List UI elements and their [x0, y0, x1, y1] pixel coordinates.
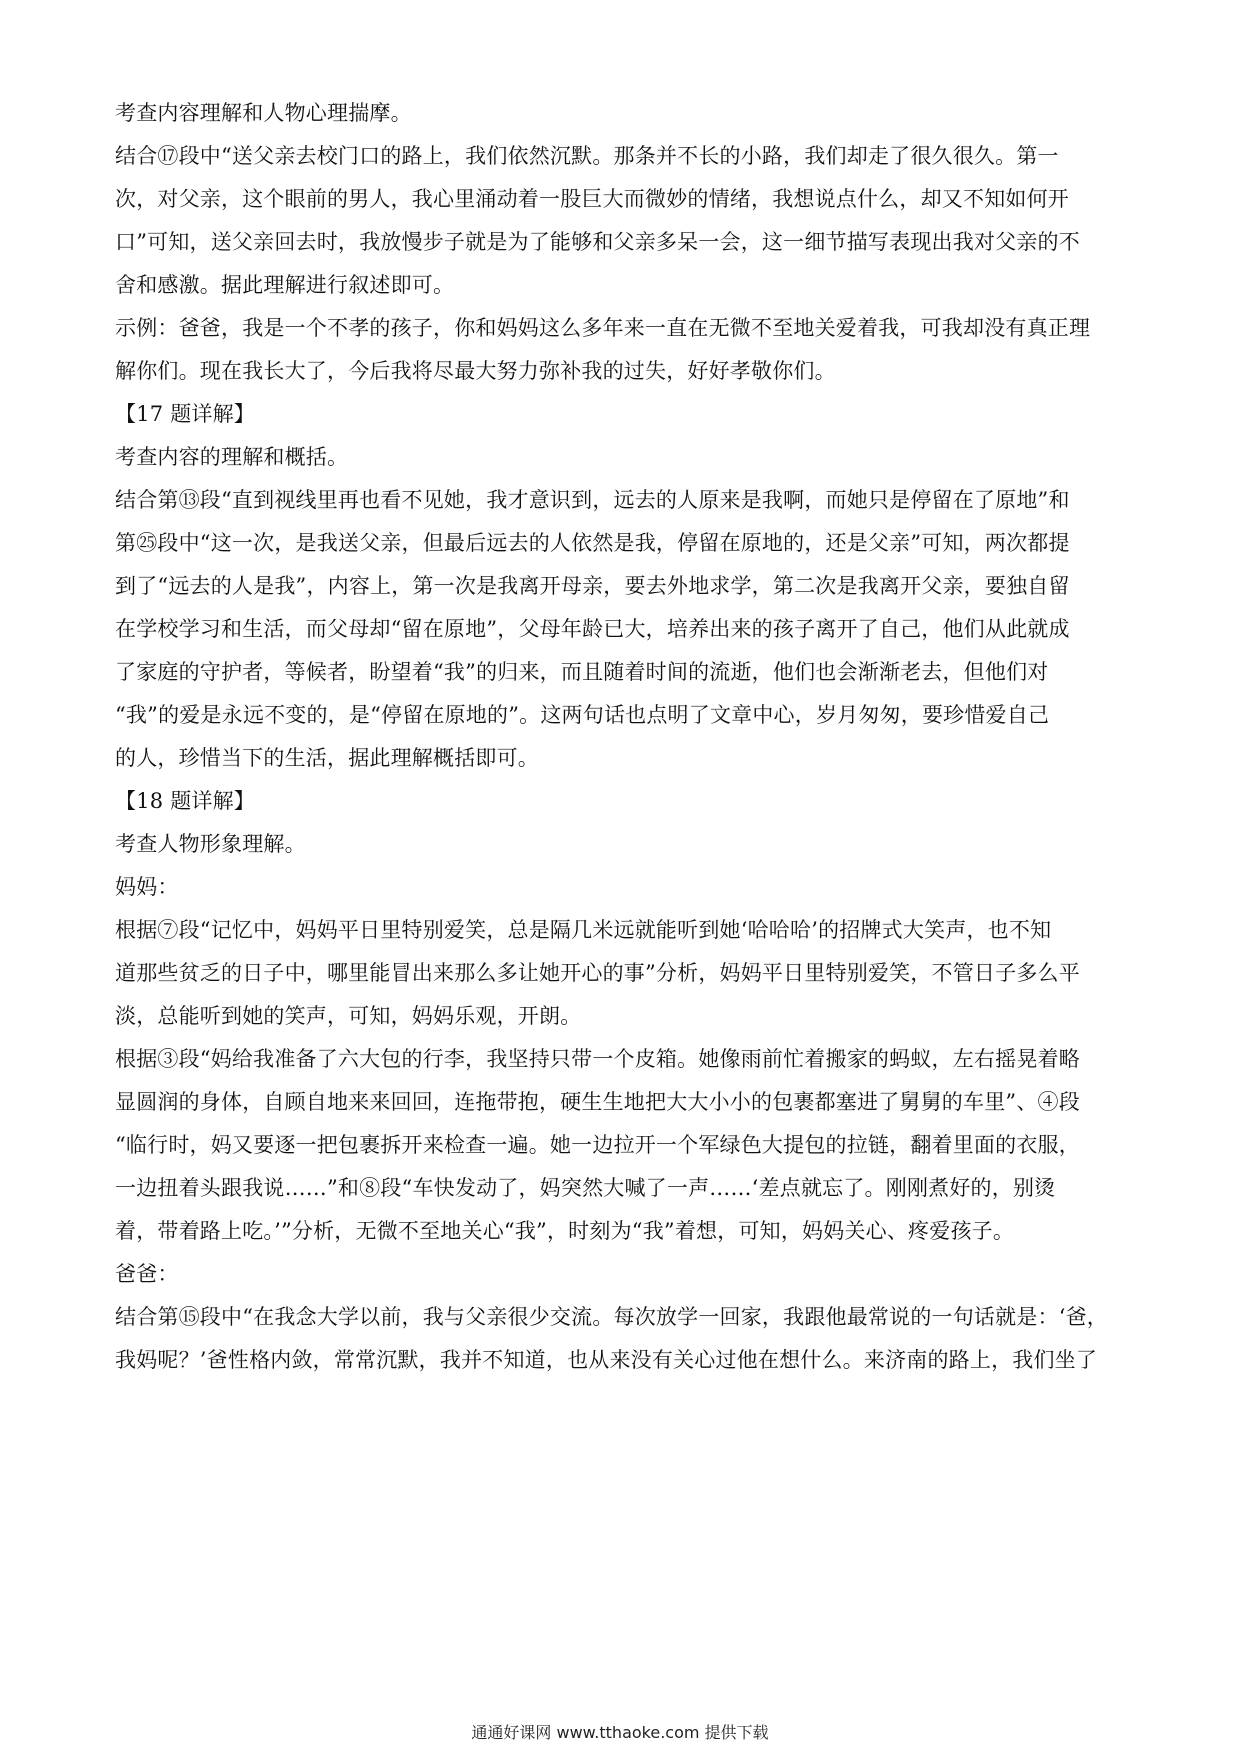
text-line: 淡，总能听到她的笑声，可知，妈妈乐观，开朗。 — [115, 1004, 582, 1028]
text-line: 结合第⑬段“直到视线里再也看不见她，我才意识到，远去的人原来是我啊，而她只是停留在了原地”和 — [115, 488, 1070, 512]
text-line: 解你们。现在我长大了，今后我将尽最大努力弥补我的过失，好好孝敬你们。 — [115, 359, 836, 383]
text-line: 第㉕段中“这一次，是我送父亲，但最后远去的人依然是我，停留在原地的，还是父亲”可知，两次都提 — [115, 531, 1070, 555]
text-line: 口”可知，送父亲回去时，我放慢步子就是为了能够和父亲多呆一会，这一细节描写表现出我对父亲的不 — [115, 230, 1080, 254]
text-line: 的人，珍惜当下的生活，据此理解概括即可。 — [115, 746, 539, 770]
text-line: “临行时，妈又要逐一把包裹拆开来检查一遍。她一边拉开一个军绿色大提包的拉链，翻着里面的衣服， — [115, 1133, 1080, 1157]
text-line: 根据③段“妈给我准备了六大包的行李，我坚持只带一个皮箱。她像雨前忙着搬家的蚂蚁，左右摇晃着略 — [115, 1047, 1080, 1071]
text-line: 妈妈： — [115, 875, 179, 899]
text-line: 道那些贫乏的日子中，哪里能冒出来那么多让她开心的事”分析，妈妈平日里特别爱笑，不管日子多么平 — [115, 961, 1080, 985]
text-line: 结合⑰段中“送父亲去校门口的路上，我们依然沉默。那条并不长的小路，我们却走了很久很久。第一 — [115, 144, 1059, 168]
text-line: 次，对父亲，这个眼前的男人，我心里涌动着一股巨大而微妙的情绪，我想说点什么，却又不知如何开 — [115, 187, 1069, 211]
text-line: 结合第⑮段中“在我念大学以前，我与父亲很少交流。每次放学一回家，我跟他最常说的一句话就是：‘爸， — [115, 1305, 1109, 1329]
text-line: 舍和感激。据此理解进行叙述即可。 — [115, 273, 455, 297]
document-body — [115, 92, 1127, 1382]
text-line: 我妈呢？’爸性格内敛，常常沉默，我并不知道，也从来没有关心过他在想什么。来济南的路上，我们坐了 — [115, 1348, 1098, 1372]
text-line: 考查内容的理解和概括。 — [115, 445, 349, 469]
text-line: 爸爸： — [115, 1262, 179, 1286]
text-line: 考查人物形象理解。 — [115, 832, 306, 856]
text-line: 考查内容理解和人物心理揣摩。 — [115, 101, 412, 125]
text-line: 到了“远去的人是我”，内容上，第一次是我离开母亲，要去外地求学，第二次是我离开父亲，要独自留 — [115, 574, 1070, 598]
text-line: 在学校学习和生活，而父母却“留在原地”，父母年龄已大，培养出来的孩子离开了自己，他们从此就成 — [115, 617, 1070, 641]
section-heading: 【17 题详解】 — [115, 402, 255, 426]
text-line: 了家庭的守护者，等候者，盼望着“我”的归来，而且随着时间的流逝，他们也会渐渐老去，但他们对 — [115, 660, 1049, 684]
text-line: 根据⑦段“记忆中，妈妈平日里特别爱笑，总是隔几米远就能听到她‘哈哈哈’的招牌式大笑声，也不知 — [115, 918, 1052, 942]
text-line: 显圆润的身体，自顾自地来来回回，连拖带抱，硬生生地把大大小小的包裹都塞进了舅舅的车里”、④段 — [115, 1090, 1080, 1114]
text-line: “我”的爱是永远不变的，是“停留在原地的”。这两句话也点明了文章中心，岁月匆匆，要珍惜爱自己 — [115, 703, 1050, 727]
page-footer: 通通好课网 www.tthaoke.com 提供下载 — [471, 1723, 769, 1742]
text-line: 着，带着路上吃。’”分析，无微不至地关心“我”，时刻为“我”着想，可知，妈妈关心、疼爱孩子。 — [115, 1219, 1015, 1243]
section-heading: 【18 题详解】 — [115, 789, 255, 813]
text-line: 一边扭着头跟我说……”和⑧段“车快发动了，妈突然大喊了一声……‘差点就忘了。刚刚煮好的，别烫 — [115, 1176, 1056, 1200]
text-line: 示例：爸爸，我是一个不孝的孩子，你和妈妈这么多年来一直在无微不至地关爱着我，可我却没有真正理 — [115, 316, 1091, 340]
